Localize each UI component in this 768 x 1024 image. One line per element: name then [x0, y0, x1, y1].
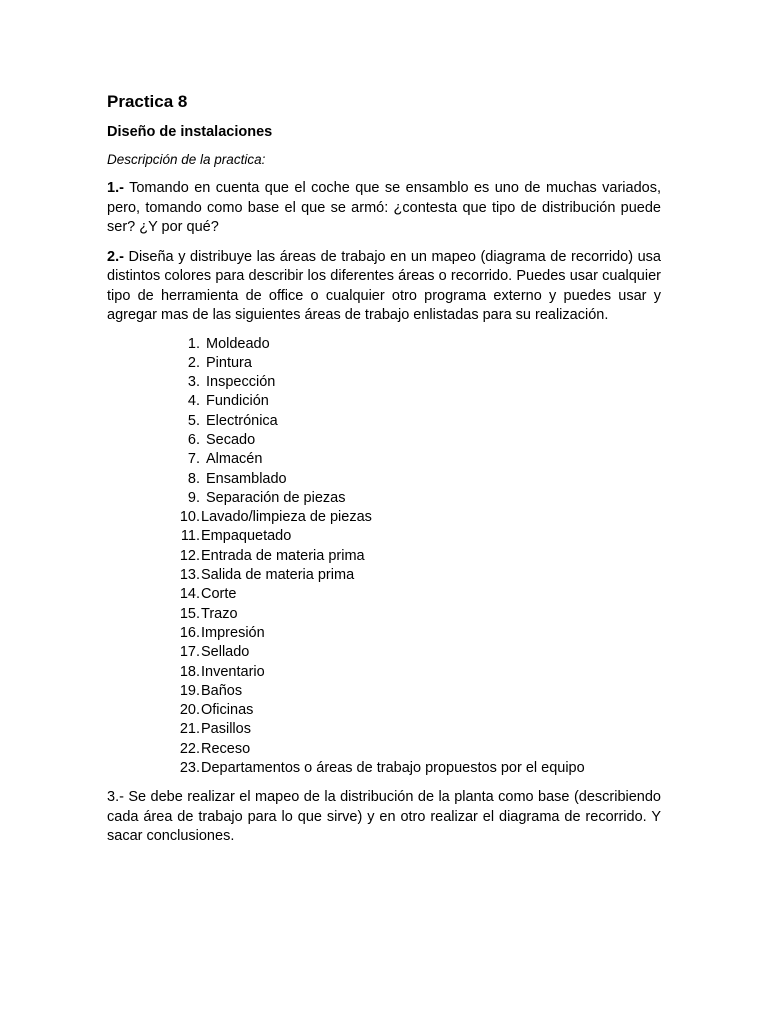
- list-item-number: 20.: [179, 702, 200, 719]
- list-item-number: 22.: [179, 740, 200, 757]
- list-item: [178, 373, 661, 392]
- list-item-number: 18.: [179, 663, 200, 680]
- list-item: [178, 489, 661, 508]
- list-item-label: Corte: [201, 586, 237, 603]
- list-item-label: Separación de piezas: [206, 489, 346, 506]
- list-item-number: 10.: [179, 509, 200, 526]
- document-subtitle: Diseño de instalaciones: [107, 124, 273, 140]
- list-item-number: 11.: [180, 528, 200, 545]
- question-1: [107, 179, 661, 238]
- list-item: [178, 759, 661, 778]
- list-item-label: Fundición: [206, 393, 269, 410]
- list-item-label: Almacén: [206, 451, 263, 468]
- list-item-number: 17.: [179, 644, 200, 661]
- list-item-label: Inspección: [206, 374, 276, 391]
- list-item-number: 3.: [187, 374, 200, 391]
- list-item: [178, 701, 661, 720]
- list-item-label: Pasillos: [201, 721, 251, 738]
- list-item-label: Secado: [206, 431, 256, 448]
- question-1-text: Tomando en cuenta que el coche que se ensamblo es uno de muchas variados, pero, tomando como base el que se armó: ¿contesta que tipo de distribución puede ser? ¿Y por qué?: [107, 180, 661, 235]
- list-item-label: Inventario: [201, 663, 265, 680]
- list-item: [178, 585, 661, 604]
- list-item: [178, 605, 661, 624]
- document-title: Practica 8: [107, 92, 188, 111]
- list-item-label: Trazo: [201, 605, 238, 622]
- description-label: Descripción de la practica:: [107, 152, 266, 167]
- list-item: [178, 392, 661, 411]
- list-item-label: Receso: [201, 740, 251, 757]
- list-item: [178, 354, 661, 373]
- list-item: [178, 643, 661, 662]
- list-item-number: 7.: [187, 451, 200, 468]
- list-item-label: Departamentos o áreas de trabajo propuestos por el equipo: [201, 760, 585, 777]
- list-item-number: 13.: [179, 567, 200, 584]
- list-item: [178, 740, 661, 759]
- list-item-number: 9.: [187, 489, 200, 506]
- list-item-label: Baños: [201, 682, 243, 699]
- list-item-label: Ensamblado: [206, 470, 287, 487]
- list-item-number: 15.: [179, 605, 200, 622]
- document-page: [107, 90, 661, 847]
- list-item: [178, 527, 661, 546]
- list-item: [178, 663, 661, 682]
- work-areas-list: [107, 335, 661, 779]
- list-item-number: 6.: [187, 431, 200, 448]
- list-item: [178, 470, 661, 489]
- list-item-label: Moldeado: [206, 335, 270, 352]
- list-item-label: Empaquetado: [201, 528, 292, 545]
- list-item-label: Sellado: [201, 644, 250, 661]
- list-item-number: 2.: [187, 354, 200, 371]
- question-3: 3.- Se debe realizar el mapeo de la distribución de la planta como base (describiendo cada área de trabajo para lo que sirve) y en otro realizar el diagrama de recorrido. Y sacar conclusiones.: [107, 789, 661, 845]
- list-item: [178, 412, 661, 431]
- list-item-label: Impresión: [201, 624, 265, 641]
- list-item: [178, 624, 661, 643]
- list-item-number: 12.: [179, 547, 200, 564]
- list-item: [178, 335, 661, 354]
- list-item-label: Salida de materia prima: [201, 567, 355, 584]
- list-item-number: 16.: [179, 624, 200, 641]
- list-item-label: Lavado/limpieza de piezas: [201, 509, 372, 526]
- question-2: [107, 248, 661, 326]
- list-item-number: 1.: [187, 335, 200, 352]
- list-item-number: 21.: [179, 721, 200, 738]
- list-item: [178, 431, 661, 450]
- list-item: [178, 720, 661, 739]
- list-item: [178, 682, 661, 701]
- list-item-label: Pintura: [206, 354, 252, 371]
- question-2-text: Diseña y distribuye las áreas de trabajo en un mapeo (diagrama de recorrido) usa distintos colores para describir los diferentes áreas o recorrido. Puedes usar cualquier tipo de herramienta de office o cualquier otro programa externo y puedes usar y agregar mas de las siguientes áreas de trabajo enlistadas para su realización.: [107, 248, 661, 323]
- list-item-number: 4.: [187, 393, 200, 410]
- list-item-label: Entrada de materia prima: [201, 547, 365, 564]
- list-item-label: Oficinas: [201, 702, 254, 719]
- list-item: [178, 450, 661, 469]
- list-item: [178, 547, 661, 566]
- list-item-number: 19.: [179, 682, 200, 699]
- question-2-number: 2.-: [107, 248, 124, 265]
- list-item: [178, 566, 661, 585]
- list-item-number: 5.: [187, 412, 200, 429]
- list-item-number: 23.: [179, 760, 200, 777]
- question-1-number: 1.-: [107, 180, 124, 196]
- list-item-label: Electrónica: [206, 412, 278, 429]
- list-item-number: 8.: [187, 470, 200, 487]
- list-item-number: 14.: [179, 586, 200, 603]
- list-item: [178, 508, 661, 527]
